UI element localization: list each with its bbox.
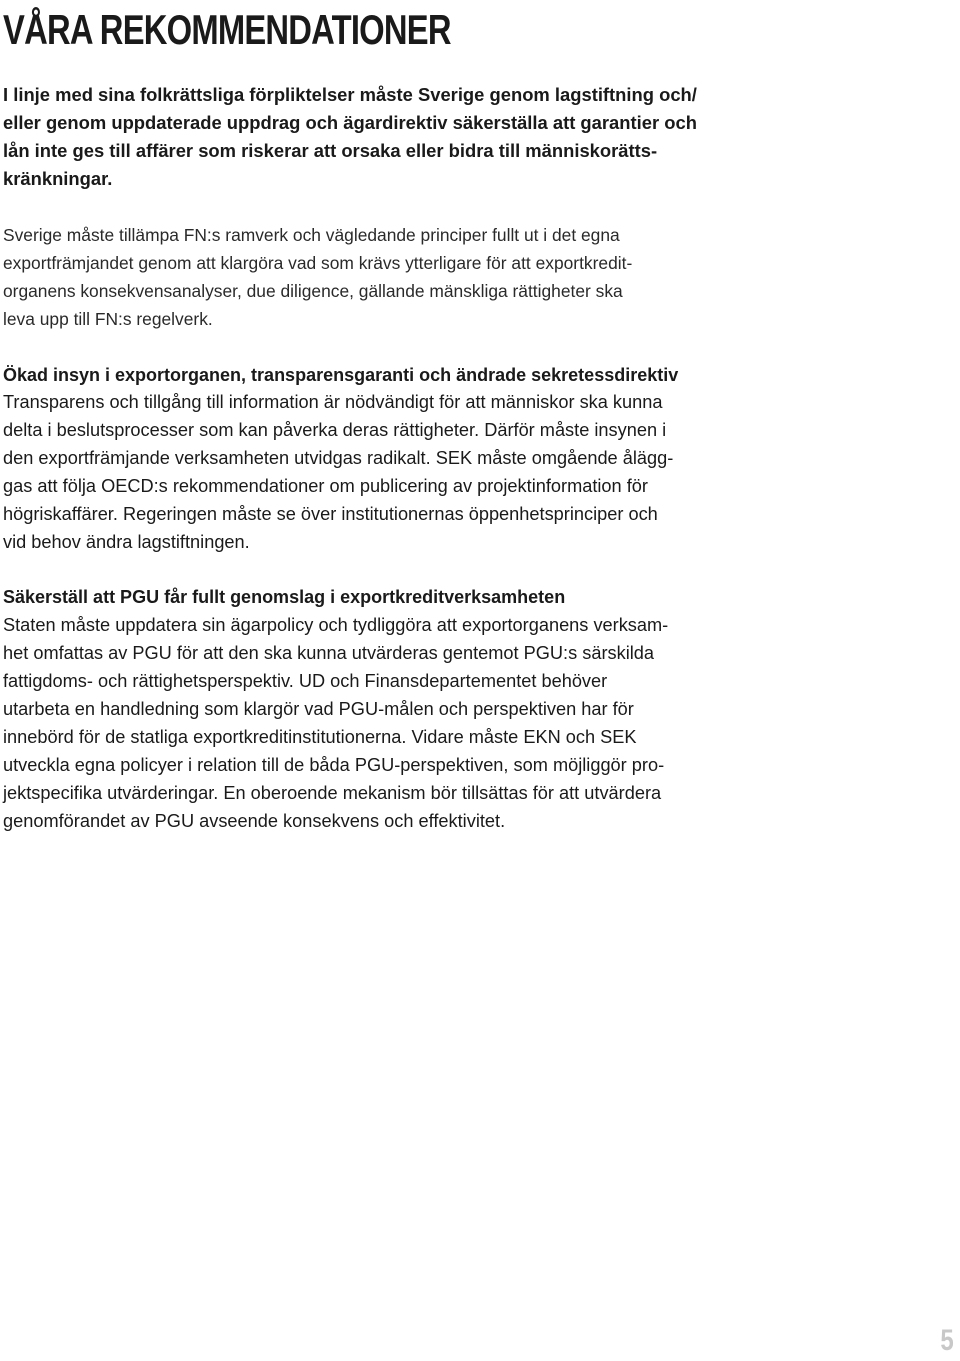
intro-line: I linje med sina folkrättsliga förpliktelser måste Sverige genom lagstiftning och/ xyxy=(3,84,697,105)
section-heading-pgu: Säkerställ att PGU får fullt genomslag i exportkreditverksamheten xyxy=(3,587,566,607)
paragraph-line: jektspecifika utvärderingar. En oberoende mekanism bör tillsättas för att utvärdera xyxy=(3,783,662,803)
paragraph-line: utarbeta en handledning som klargör vad PGU-målen och perspektiven har för xyxy=(3,699,634,719)
paragraph-line: vid behov ändra lagstiftningen. xyxy=(3,532,250,552)
paragraph-line: högriskaffärer. Regeringen måste se över institutionernas öppenhetsprinciper och xyxy=(3,504,658,524)
paragraph-line: Staten måste uppdatera sin ägarpolicy och tydliggöra att exportorganens verksam- xyxy=(3,615,669,635)
paragraph-line: exportfrämjandet genom att klargöra vad som krävs ytterligare för att exportkredit- xyxy=(3,253,633,273)
paragraph-line: den exportfrämjande verksamheten utvidgas radikalt. SEK måste omgående ålägg- xyxy=(3,448,674,468)
paragraph-line: delta i beslutsprocesser som kan påverka deras rättigheter. Därför måste insynen i xyxy=(3,420,667,440)
intro-line: kränkningar. xyxy=(3,168,113,189)
intro-line: eller genom uppdaterade uppdrag och ägardirektiv säkerställa att garantier och xyxy=(3,112,697,133)
paragraph-line: organens konsekvensanalyser, due diligence, gällande mänskliga rättigheter ska xyxy=(3,281,623,301)
paragraph-line: fattigdoms- och rättighetsperspektiv. UD och Finansdepartementet behöver xyxy=(3,671,608,691)
paragraph-line: het omfattas av PGU för att den ska kunna utvärderas gentemot PGU:s särskilda xyxy=(3,643,655,663)
paragraph-line: Transparens och tillgång till information är nödvändigt för att människor ska kunna xyxy=(3,392,663,412)
paragraph-line: genomförandet av PGU avseende konsekvens och effektivitet. xyxy=(3,811,506,831)
paragraph-line: innebörd för de statliga exportkreditinstitutionerna. Vidare måste EKN och SEK xyxy=(3,727,637,747)
paragraph-line: gas att följa OECD:s rekommendationer om publicering av projektinformation för xyxy=(3,476,648,496)
paragraph-line: utveckla egna policyer i relation till de båda PGU-perspektiven, som möjliggör pro- xyxy=(3,755,665,775)
paragraph-line: Sverige måste tillämpa FN:s ramverk och vägledande principer fullt ut i det egna xyxy=(3,225,620,245)
page-title: VÅRA REKOMMENDATIONER xyxy=(3,6,451,53)
section-heading-insyn: Ökad insyn i exportorganen, transparensgaranti och ändrade sekretessdirektiv xyxy=(3,365,679,385)
intro-line: lån inte ges till affärer som riskerar att orsaka eller bidra till människorätts- xyxy=(3,140,658,161)
paragraph-line: leva upp till FN:s regelverk. xyxy=(3,309,213,329)
page-number: 5 xyxy=(940,1324,954,1357)
